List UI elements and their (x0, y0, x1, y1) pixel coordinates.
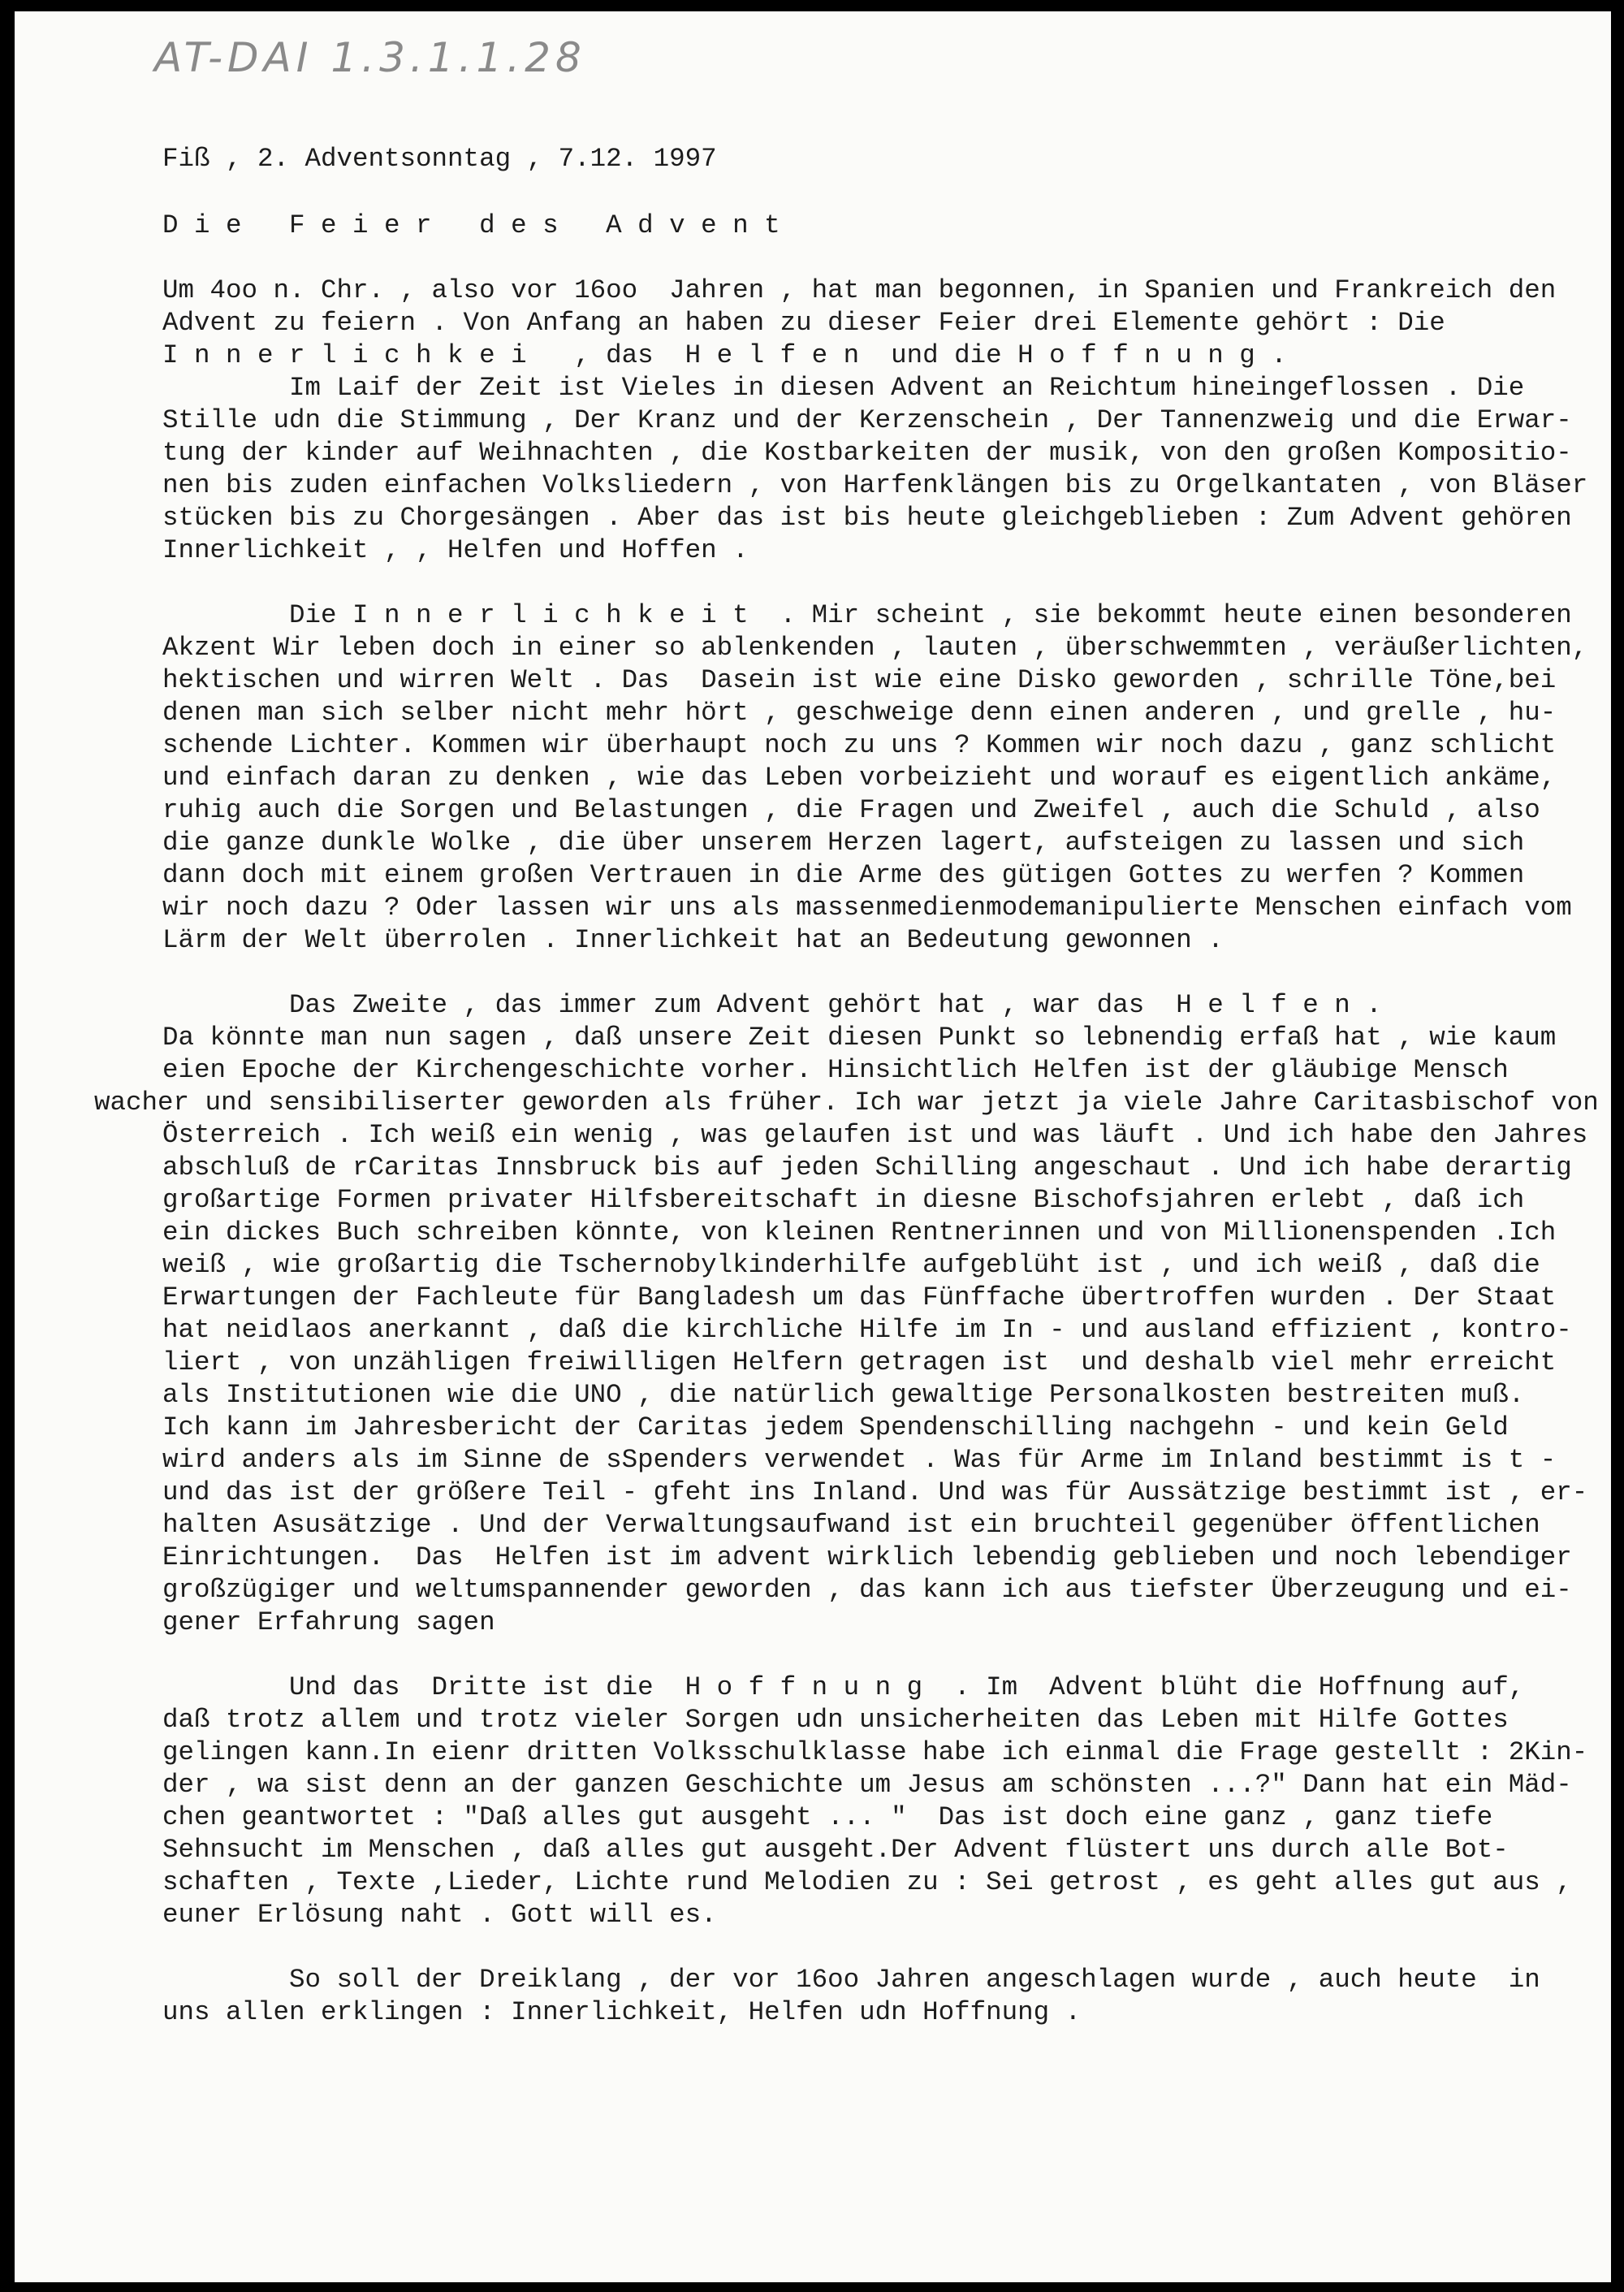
paragraph-2-line: die ganze dunkle Wolke , die über unserem Herzen lagert, aufsteigen zu lassen und sich (162, 828, 1525, 858)
paragraph-gap (15, 957, 1611, 989)
paragraph-4-line: daß trotz allem und trotz vieler Sorgen udn unsicherheiten das Leben mit Hilfe Gottes (162, 1705, 1509, 1735)
paragraph-1-line: Im Laif der Zeit ist Vieles in diesen Advent an Reichtum hineingeflossen . Die (162, 373, 1525, 403)
paragraph-2-line: hektischen und wirren Welt . Das Dasein ist wie eine Disko geworden , schrille Töne,bei (162, 665, 1557, 695)
paragraph-1-line: Um 4oo n. Chr. , also vor 16oo Jahren , hat man begonnen, in Spanien und Frankreich den (162, 275, 1557, 305)
paragraph-4-line: schaften , Texte ,Lieder, Lichte rund Melodien zu : Sei getrost , es geht alles gut aus , (162, 1867, 1572, 1897)
paragraph-4-line: gelingen kann.In eienr dritten Volksschulklasse habe ich einmal die Frage gestellt : 2Kin- (162, 1737, 1588, 1767)
paragraph-3-line: Österreich . Ich weiß ein wenig , was gelaufen ist und was läuft . Und ich habe den Jahres (162, 1120, 1588, 1150)
paragraph-3-line: Das Zweite , das immer zum Advent gehört hat , war das H e l f e n . (162, 990, 1382, 1020)
paragraph-2-line: dann doch mit einem großen Vertrauen in die Arme des gütigen Gottes zu werfen ? Kommen (162, 860, 1525, 890)
paragraph-1-line: Stille udn die Stimmung , Der Kranz und der Kerzenschein , Der Tannenzweig und die Erwar- (162, 405, 1572, 435)
paragraph-1-line: Innerlichkeit , , Helfen und Hoffen . (162, 535, 749, 565)
paragraph-3-line: eien Epoche der Kirchengeschichte vorher. Hinsichtlich Helfen ist der gläubige Mensch (162, 1055, 1509, 1085)
paragraph-3-line: liert , von unzähligen freiwilligen Helfern getragen ist und deshalb viel mehr erreicht (162, 1347, 1557, 1377)
paragraph-4-line: Und das Dritte ist die H o f f n u n g . Im Advent blüht die Hoffnung auf, (162, 1672, 1525, 1702)
paragraph-2-line: Lärm der Welt überrolen . Innerlichkeit hat an Bedeutung gewonnen . (162, 925, 1224, 955)
paragraph-1-line: stücken bis zu Chorgesängen . Aber das ist bis heute gleichgeblieben : Zum Advent gehören (162, 503, 1572, 533)
paragraph-3-line: hat neidlaos anerkannt , daß die kirchliche Hilfe im In - und ausland effizient , kontro- (162, 1315, 1572, 1345)
paragraph-3-line: Erwartungen der Fachleute für Bangladesh um das Fünffache übertroffen wurden . Der Staat (162, 1282, 1557, 1312)
paragraph-4-line: chen geantwortet : "Daß alles gut ausgeht ... " Das ist doch eine ganz , ganz tiefe (162, 1802, 1493, 1832)
paragraph-4-line: Sehnsucht im Menschen , daß alles gut ausgeht.Der Advent flüstert uns durch alle Bot- (162, 1835, 1509, 1865)
paragraph-1-line: I n n e r l i c h k e i , das H e l f e n und die H o f f n u n g . (162, 340, 1287, 370)
paragraph-2-line: Akzent Wir leben doch in einer so ablenkenden , lauten , überschwemmten , veräußerlichten, (162, 633, 1588, 663)
document-title: D i e F e i e r d e s A d v e n t (162, 210, 780, 240)
paragraph-gap (15, 567, 1611, 599)
paragraph-gap (15, 1931, 1611, 1964)
paragraph-3-line: wacher und sensibiliserter geworden als früher. Ich war jetzt ja viele Jahre Caritasbischof von (94, 1088, 1599, 1118)
paragraph-3-line: weiß , wie großartig die Tschernobylkinderhilfe aufgeblüht ist , und ich weiß , daß die (162, 1250, 1540, 1280)
paragraph-2-line: schende Lichter. Kommen wir überhaupt noch zu uns ? Kommen wir noch dazu , ganz schlicht (162, 730, 1557, 760)
paragraph-gap (15, 1639, 1611, 1671)
paragraph-4-line: euner Erlösung naht . Gott will es. (162, 1900, 717, 1930)
paragraph-5-line: uns allen erklingen : Innerlichkeit, Helfen udn Hoffnung . (162, 1997, 1082, 2027)
paragraph-1-line: Advent zu feiern . Von Anfang an haben zu dieser Feier drei Elemente gehört : Die (162, 308, 1445, 338)
paragraph-3-line: gener Erfahrung sagen (162, 1607, 495, 1637)
paragraph-3-line: großzügiger und weltumspannender geworden , das kann ich aus tiefster Überzeugung und ei- (162, 1575, 1572, 1605)
paragraph-1-line: nen bis zuden einfachen Volksliedern , von Harfenklängen bis zu Orgelkantaten , von Bläser (162, 470, 1588, 500)
paragraph-3-line: abschluß de rCaritas Innsbruck bis auf jeden Schilling angeschaut . Und ich habe derartig (162, 1152, 1572, 1183)
paragraph-3-line: Ich kann im Jahresbericht der Caritas jedem Spendenschilling nachgehn - und kein Geld (162, 1412, 1509, 1442)
paragraph-2-line: ruhig auch die Sorgen und Belastungen , die Fragen und Zweifel , auch die Schuld , also (162, 795, 1540, 825)
paragraph-1-line: tung der kinder auf Weihnachten , die Kostbarkeiten der musik, von den großen Kompositio- (162, 438, 1572, 468)
paragraph-3-line: ein dickes Buch schreiben könnte, von kleinen Rentnerinnen und von Millionenspenden .Ich (162, 1217, 1557, 1248)
paragraph-2-line: denen man sich selber nicht mehr hört , geschweige denn einen anderen , und grelle , hu- (162, 698, 1557, 728)
document-page (15, 11, 1611, 2282)
paragraph-3-line: halten Asusätzige . Und der Verwaltungsaufwand ist ein bruchteil gegenüber öffentlichen (162, 1510, 1540, 1540)
paragraph-3-line: großartige Formen privater Hilfsbereitschaft in diesne Bischofsjahren erlebt , daß ich (162, 1185, 1525, 1215)
place-date-line: Fiß , 2. Adventsonntag , 7.12. 1997 (162, 144, 717, 174)
paragraph-2-line: wir noch dazu ? Oder lassen wir uns als massenmedienmodemanipulierte Menschen einfach vom (162, 893, 1572, 923)
paragraph-3-line: Da könnte man nun sagen , daß unsere Zeit diesen Punkt so lebnendig erfaß hat , wie kaum (162, 1023, 1557, 1053)
paragraph-3-line: als Institutionen wie die UNO , die natürlich gewaltige Personalkosten bestreiten muß. (162, 1380, 1525, 1410)
paragraph-3-line: und das ist der größere Teil - gfeht ins Inland. Und was für Aussätzige bestimmt ist , er- (162, 1477, 1588, 1507)
paragraph-5-line: So soll der Dreiklang , der vor 16oo Jahren angeschlagen wurde , auch heute in (162, 1965, 1540, 1995)
paragraph-2-line: Die I n n e r l i c h k e i t . Mir scheint , sie bekommt heute einen besonderen (162, 600, 1572, 630)
paragraph-2-line: und einfach daran zu denken , wie das Leben vorbeizieht und worauf es eigentlich ankäme, (162, 763, 1557, 793)
body-text (15, 275, 1611, 2029)
archive-signature-handwritten: AT-DAI 1.3.1.1.28 (154, 34, 586, 81)
paragraph-3-line: Einrichtungen. Das Helfen ist im advent wirklich lebendig geblieben und noch lebendiger (162, 1542, 1572, 1572)
paragraph-3-line: wird anders als im Sinne de sSpenders verwendet . Was für Arme im Inland bestimmt is t - (162, 1445, 1557, 1475)
paragraph-4-line: der , wa sist denn an der ganzen Geschichte um Jesus am schönsten ...?" Dann hat ein Mäd- (162, 1770, 1572, 1800)
